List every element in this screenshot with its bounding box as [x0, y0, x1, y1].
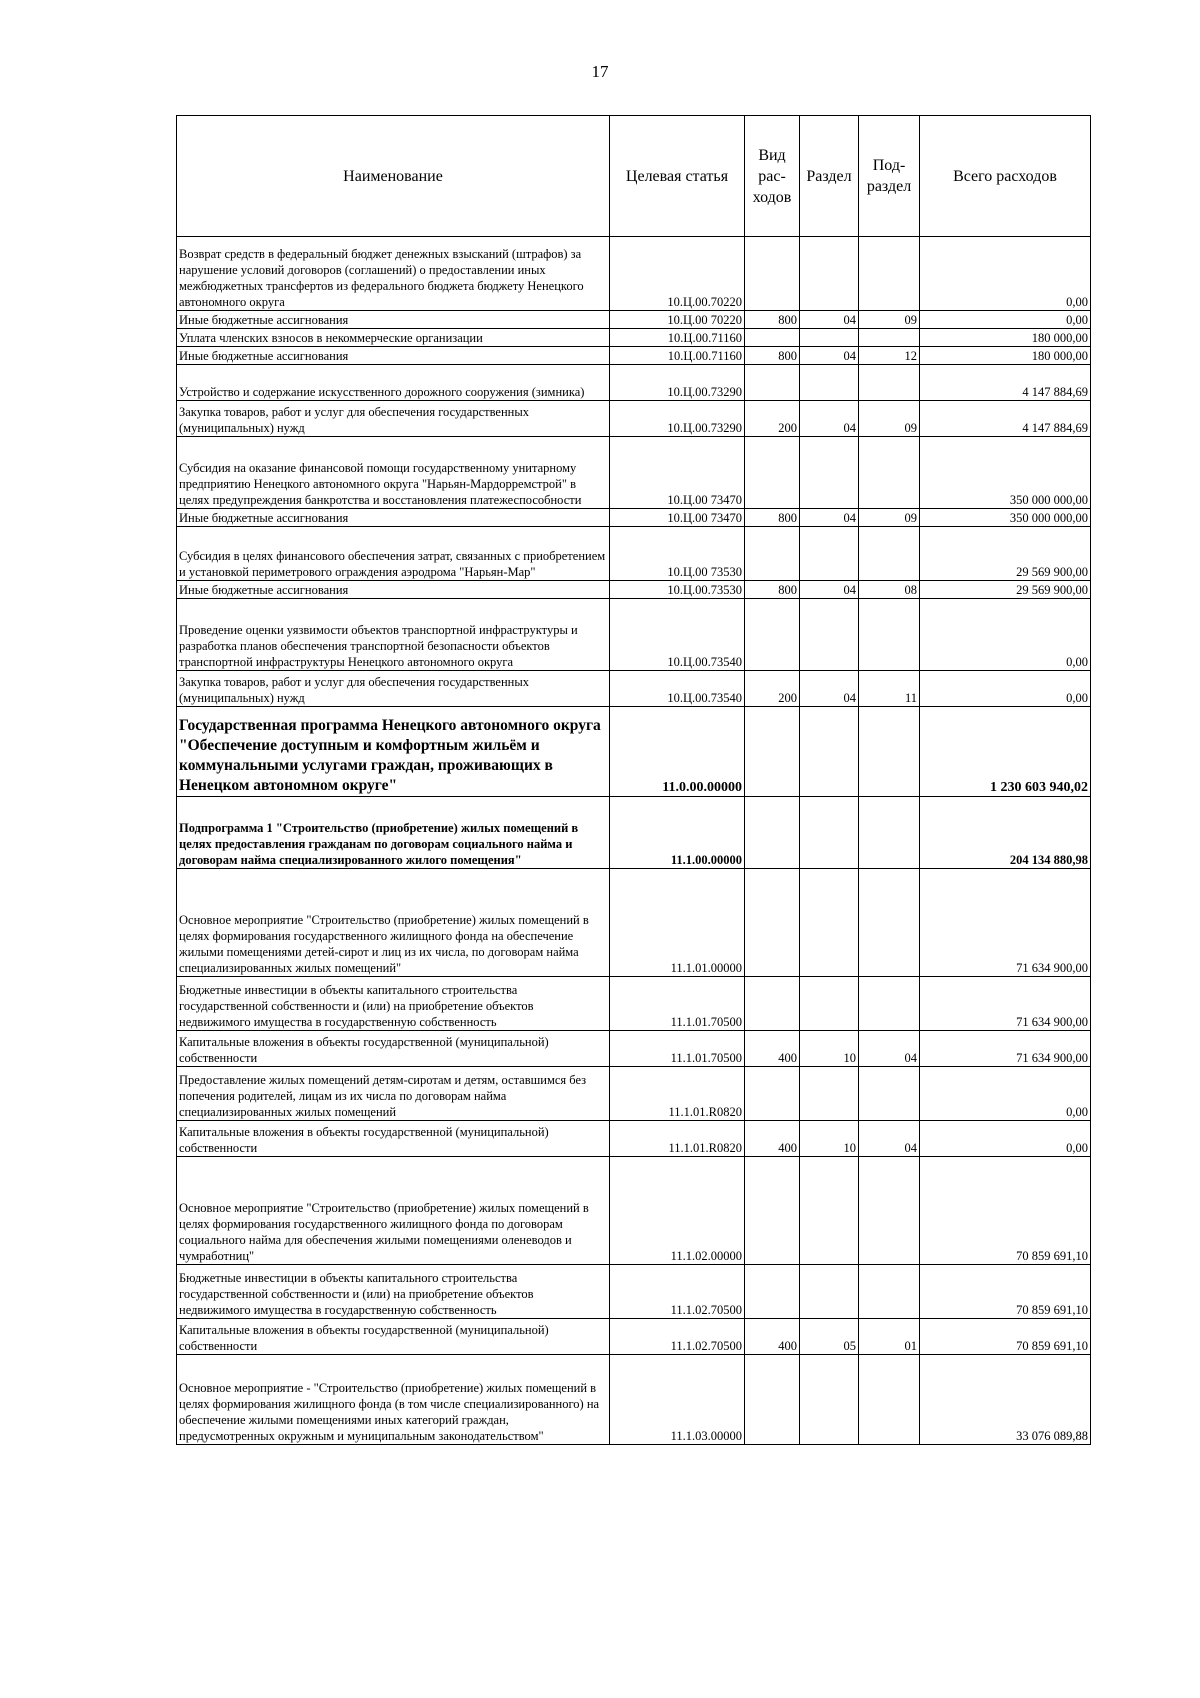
row-subsection [859, 797, 920, 869]
row-subsection [859, 707, 920, 797]
row-expense-type [745, 869, 800, 977]
row-target-code: 11.1.00.00000 [610, 797, 745, 869]
table-row [177, 1121, 1091, 1157]
header-vid: Вид рас- ходов [745, 116, 800, 237]
row-expense-type: 400 [745, 1121, 800, 1157]
row-section: 10 [800, 1031, 859, 1067]
row-name: Иные бюджетные ассигнования [177, 347, 610, 365]
row-expense-type [745, 527, 800, 581]
row-expense-type: 400 [745, 1031, 800, 1067]
row-total: 180 000,00 [920, 329, 1091, 347]
row-target-code: 10.Ц.00.70220 [610, 237, 745, 311]
row-name: Бюджетные инвестиции в объекты капитального строительства государственной собственности и (или) на приобретение объектов недвижимого имущества в государственную собственность [177, 977, 610, 1031]
table-row [177, 977, 1091, 1031]
table-row [177, 1031, 1091, 1067]
header-code: Целевая статья [610, 116, 745, 237]
row-expense-type [745, 1067, 800, 1121]
row-subsection: 01 [859, 1319, 920, 1355]
row-total: 70 859 691,10 [920, 1265, 1091, 1319]
table-row [177, 869, 1091, 977]
row-expense-type [745, 599, 800, 671]
row-subsection: 11 [859, 671, 920, 707]
header-total: Всего расходов [920, 116, 1091, 237]
row-target-code: 11.1.02.00000 [610, 1157, 745, 1265]
row-total: 71 634 900,00 [920, 977, 1091, 1031]
row-target-code: 11.1.01.70500 [610, 1031, 745, 1067]
row-target-code: 11.1.01.R0820 [610, 1067, 745, 1121]
row-subsection: 09 [859, 401, 920, 437]
row-name: Закупка товаров, работ и услуг для обеспечения государственных (муниципальных) нужд [177, 401, 610, 437]
table-row [177, 797, 1091, 869]
row-expense-type [745, 797, 800, 869]
row-name: Иные бюджетные ассигнования [177, 311, 610, 329]
row-subsection: 04 [859, 1121, 920, 1157]
row-subsection [859, 437, 920, 509]
row-expense-type [745, 707, 800, 797]
row-total: 0,00 [920, 237, 1091, 311]
row-name: Закупка товаров, работ и услуг для обеспечения государственных (муниципальных) нужд [177, 671, 610, 707]
row-subsection: 09 [859, 509, 920, 527]
table-row [177, 237, 1091, 311]
row-total: 29 569 900,00 [920, 581, 1091, 599]
row-name: Проведение оценки уязвимости объектов транспортной инфраструктуры и разработка планов обеспечения транспортной безопасности объектов транспортной инфраструктуры Ненецкого автономного округа [177, 599, 610, 671]
row-expense-type: 800 [745, 509, 800, 527]
table-row [177, 401, 1091, 437]
table-row [177, 527, 1091, 581]
row-total: 180 000,00 [920, 347, 1091, 365]
row-name: Бюджетные инвестиции в объекты капитального строительства государственной собственности и (или) на приобретение объектов недвижимого имущества в государственную собственность [177, 1265, 610, 1319]
row-subsection [859, 1157, 920, 1265]
row-target-code: 10.Ц.00.73290 [610, 365, 745, 401]
row-target-code: 11.1.02.70500 [610, 1265, 745, 1319]
row-target-code: 10.Ц.00 70220 [610, 311, 745, 329]
row-total: 71 634 900,00 [920, 1031, 1091, 1067]
table-row [177, 581, 1091, 599]
row-total: 204 134 880,98 [920, 797, 1091, 869]
row-section [800, 1157, 859, 1265]
row-name: Иные бюджетные ассигнования [177, 509, 610, 527]
table-row [177, 347, 1091, 365]
header-name: Наименование [177, 116, 610, 237]
row-section [800, 365, 859, 401]
row-target-code: 11.1.01.00000 [610, 869, 745, 977]
row-name: Устройство и содержание искусственного дорожного сооружения (зимника) [177, 365, 610, 401]
table-row [177, 311, 1091, 329]
row-target-code: 10.Ц.00.71160 [610, 347, 745, 365]
row-name: Капитальные вложения в объекты государственной (муниципальной) собственности [177, 1121, 610, 1157]
row-total: 1 230 603 940,02 [920, 707, 1091, 797]
row-total: 71 634 900,00 [920, 869, 1091, 977]
row-target-code: 10.Ц.00 73470 [610, 509, 745, 527]
row-total: 0,00 [920, 671, 1091, 707]
table-row [177, 509, 1091, 527]
table-row [177, 1265, 1091, 1319]
row-name: Основное мероприятие "Строительство (приобретение) жилых помещений в целях формирования государственного жилищного фонда по договорам социального найма для обеспечения жилыми помещениями оленеводов и чумработниц" [177, 1157, 610, 1265]
row-subsection [859, 1067, 920, 1121]
table-row [177, 671, 1091, 707]
row-section [800, 707, 859, 797]
row-subsection [859, 1355, 920, 1445]
row-subsection: 08 [859, 581, 920, 599]
row-total: 70 859 691,10 [920, 1319, 1091, 1355]
row-expense-type: 400 [745, 1319, 800, 1355]
row-section [800, 797, 859, 869]
row-total: 33 076 089,88 [920, 1355, 1091, 1445]
row-expense-type: 200 [745, 671, 800, 707]
row-target-code: 10.Ц.00.73290 [610, 401, 745, 437]
row-expense-type: 800 [745, 311, 800, 329]
row-section [800, 599, 859, 671]
row-section: 04 [800, 581, 859, 599]
row-total: 29 569 900,00 [920, 527, 1091, 581]
row-total: 350 000 000,00 [920, 437, 1091, 509]
table-row [177, 1067, 1091, 1121]
row-target-code: 10.Ц.00.73530 [610, 581, 745, 599]
row-expense-type [745, 365, 800, 401]
row-expense-type [745, 1355, 800, 1445]
row-section: 04 [800, 311, 859, 329]
row-name: Государственная программа Ненецкого автономного округа "Обеспечение доступным и комфортным жильём и коммунальными услугами граждан, проживающих в Ненецком автономном округе" [177, 707, 610, 797]
row-expense-type: 800 [745, 347, 800, 365]
table-row [177, 1355, 1091, 1445]
row-section: 04 [800, 509, 859, 527]
row-total: 0,00 [920, 311, 1091, 329]
row-section [800, 437, 859, 509]
row-subsection: 09 [859, 311, 920, 329]
row-subsection [859, 599, 920, 671]
row-target-code: 11.1.03.00000 [610, 1355, 745, 1445]
row-subsection: 12 [859, 347, 920, 365]
table-row [177, 599, 1091, 671]
row-section: 04 [800, 401, 859, 437]
row-target-code: 11.1.01.70500 [610, 977, 745, 1031]
row-name: Капитальные вложения в объекты государственной (муниципальной) собственности [177, 1319, 610, 1355]
table-row [177, 329, 1091, 347]
row-name: Подпрограмма 1 "Строительство (приобретение) жилых помещений в целях предоставления гражданам по договорам социального найма и договорам найма специализированного жилого помещения" [177, 797, 610, 869]
table-row [177, 1157, 1091, 1265]
row-subsection [859, 237, 920, 311]
row-section [800, 237, 859, 311]
table-row [177, 365, 1091, 401]
row-name: Предоставление жилых помещений детям-сиротам и детям, оставшимся без попечения родителей, лицам из их числа по договорам найма специализированных жилых помещений [177, 1067, 610, 1121]
row-section [800, 527, 859, 581]
row-section [800, 869, 859, 977]
row-expense-type [745, 329, 800, 347]
row-name: Возврат средств в федеральный бюджет денежных взысканий (штрафов) за нарушение условий договоров (соглашений) о предоставлении иных межбюджетных трансфертов из федерального бюджета бюджету Ненецкого автономного округа [177, 237, 610, 311]
row-name: Капитальные вложения в объекты государственной (муниципальной) собственности [177, 1031, 610, 1067]
row-name: Иные бюджетные ассигнования [177, 581, 610, 599]
row-total: 4 147 884,69 [920, 401, 1091, 437]
row-target-code: 11.0.00.00000 [610, 707, 745, 797]
row-total: 350 000 000,00 [920, 509, 1091, 527]
row-section: 10 [800, 1121, 859, 1157]
table-row [177, 707, 1091, 797]
row-section [800, 1067, 859, 1121]
table-row [177, 437, 1091, 509]
row-name: Субсидия в целях финансового обеспечения затрат, связанных с приобретением и установкой периметрового ограждения аэродрома "Нарьян-Мар" [177, 527, 610, 581]
row-section [800, 1265, 859, 1319]
row-subsection [859, 329, 920, 347]
row-section: 04 [800, 347, 859, 365]
row-name: Основное мероприятие - "Строительство (приобретение) жилых помещений в целях формирования жилищного фонда (в том числе специализированного) на обеспечение жилыми помещениями иных категорий граждан, предусмотренных окружным и муниципальным законодательством" [177, 1355, 610, 1445]
row-section [800, 1355, 859, 1445]
row-expense-type [745, 977, 800, 1031]
row-section: 04 [800, 671, 859, 707]
table-header-row [177, 116, 1091, 237]
row-target-code: 11.1.01.R0820 [610, 1121, 745, 1157]
row-target-code: 11.1.02.70500 [610, 1319, 745, 1355]
row-target-code: 10.Ц.00.73540 [610, 671, 745, 707]
row-name: Уплата членских взносов в некоммерческие организации [177, 329, 610, 347]
row-subsection [859, 365, 920, 401]
budget-table [176, 115, 1091, 1445]
row-target-code: 10.Ц.00 73530 [610, 527, 745, 581]
row-name: Основное мероприятие "Строительство (приобретение) жилых помещений в целях формирования государственного жилищного фонда на обеспечение жилыми помещениями детей-сирот и лиц из их числа, по договорам найма специализированных жилых помещений" [177, 869, 610, 977]
row-subsection [859, 869, 920, 977]
row-target-code: 10.Ц.00 73470 [610, 437, 745, 509]
row-expense-type [745, 1265, 800, 1319]
row-section: 05 [800, 1319, 859, 1355]
row-section [800, 977, 859, 1031]
row-target-code: 10.Ц.00.73540 [610, 599, 745, 671]
row-total: 70 859 691,10 [920, 1157, 1091, 1265]
row-total: 0,00 [920, 1067, 1091, 1121]
table-row [177, 1319, 1091, 1355]
row-subsection [859, 977, 920, 1031]
header-podrazdel: Под- раздел [859, 116, 920, 237]
row-expense-type [745, 237, 800, 311]
row-total: 4 147 884,69 [920, 365, 1091, 401]
row-section [800, 329, 859, 347]
header-razdel: Раздел [800, 116, 859, 237]
row-name: Субсидия на оказание финансовой помощи государственному унитарному предприятию Ненецкого автономного округа "Нарьян-Мардорремстрой" в целях предупреждения банкротства и восстановления платежеспособности [177, 437, 610, 509]
row-target-code: 10.Ц.00.71160 [610, 329, 745, 347]
row-expense-type: 800 [745, 581, 800, 599]
row-subsection [859, 527, 920, 581]
row-expense-type: 200 [745, 401, 800, 437]
row-total: 0,00 [920, 599, 1091, 671]
row-subsection [859, 1265, 920, 1319]
row-subsection: 04 [859, 1031, 920, 1067]
page-number: 17 [591, 62, 609, 81]
row-expense-type [745, 1157, 800, 1265]
row-total: 0,00 [920, 1121, 1091, 1157]
row-expense-type [745, 437, 800, 509]
